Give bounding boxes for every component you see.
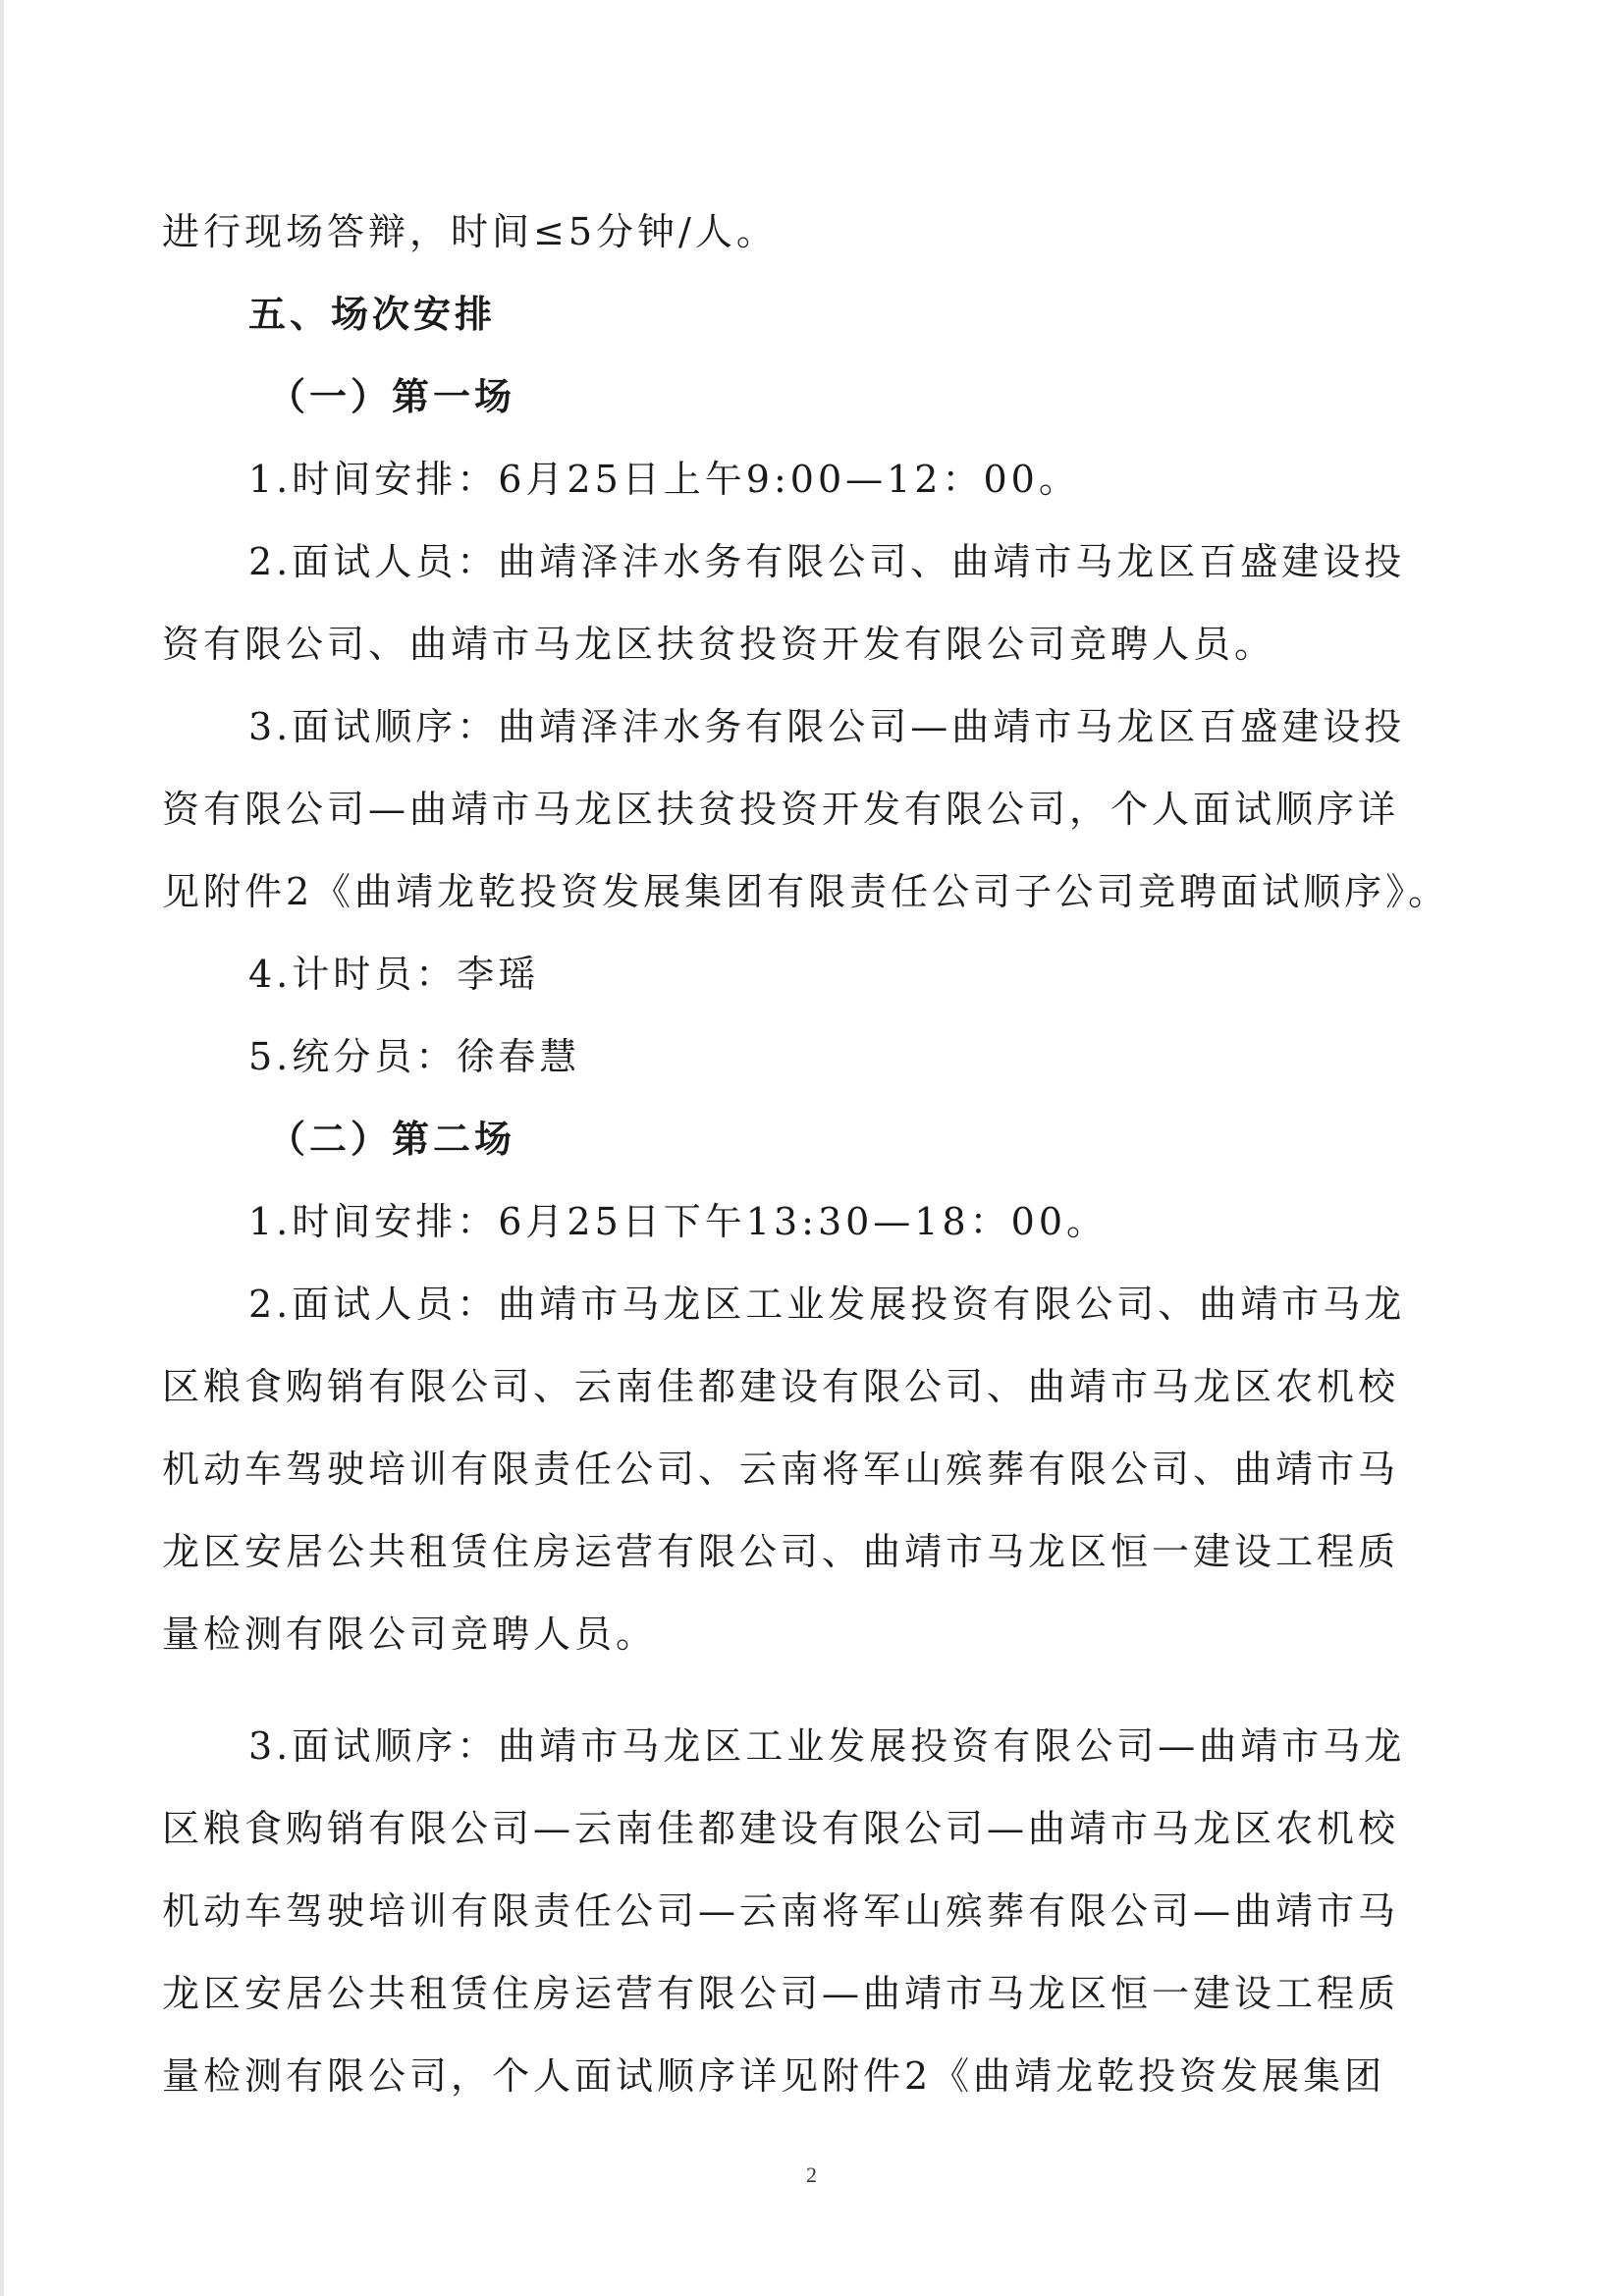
paragraph-line: 4.计时员：李瑶	[248, 953, 540, 996]
paragraph-line: 龙区安居公共租赁住房运营有限公司、曲靖市马龙区恒一建设工程质	[162, 1530, 1400, 1573]
paragraph-line: 量检测有限公司，个人面试顺序详见附件2《曲靖龙乾投资发展集团	[162, 2054, 1386, 2098]
paragraph-line: 资有限公司—曲靖市马龙区扶贫投资开发有限公司，个人面试顺序详	[162, 788, 1400, 831]
paragraph-line: 资有限公司、曲靖市马龙区扶贫投资开发有限公司竞聘人员。	[162, 623, 1276, 666]
paragraph-line: 1.时间安排：6月25日上午9:00—12：00。	[248, 458, 1080, 501]
paragraph-line: 区粮食购销有限公司、云南佳都建设有限公司、曲靖市马龙区农机校	[162, 1365, 1400, 1408]
paragraph-line: 3.面试顺序：曲靖市马龙区工业发展投资有限公司—曲靖市马龙	[248, 1724, 1406, 1768]
paragraph-line: 1.时间安排：6月25日下午13:30—18：00。	[248, 1200, 1109, 1243]
paragraph-line: 区粮食购销有限公司—云南佳都建设有限公司—曲靖市马龙区农机校	[162, 1807, 1400, 1850]
paragraph-line: 进行现场答辩，时间≤5分钟/人。	[162, 210, 778, 253]
paragraph-line: 3.面试顺序：曲靖泽沣水务有限公司—曲靖市马龙区百盛建设投	[248, 705, 1406, 748]
paragraph-line: 2.面试人员：曲靖泽沣水务有限公司、曲靖市马龙区百盛建设投	[248, 540, 1406, 583]
subsection-heading: （二）第二场	[268, 1117, 516, 1161]
paragraph-line: 机动车驾驶培训有限责任公司—云南将军山殡葬有限公司—曲靖市马	[162, 1889, 1400, 1933]
subsection-heading: （一）第一场	[268, 374, 516, 418]
paragraph-line: 机动车驾驶培训有限责任公司、云南将军山殡葬有限公司、曲靖市马	[162, 1448, 1400, 1491]
paragraph-line: 2.面试人员：曲靖市马龙区工业发展投资有限公司、曲靖市马龙	[248, 1283, 1406, 1326]
paragraph-line: 龙区安居公共租赁住房运营有限公司—曲靖市马龙区恒一建设工程质	[162, 1972, 1400, 2015]
paragraph-line: 5.统分员：徐春慧	[248, 1035, 581, 1078]
paragraph-line: 量检测有限公司竞聘人员。	[162, 1613, 658, 1656]
paragraph-line: 见附件2《曲靖龙乾投资发展集团有限责任公司子公司竞聘面试顺序》。	[162, 870, 1450, 913]
page-number: 2	[806, 2162, 817, 2187]
section-heading: 五、场次安排	[248, 293, 497, 336]
page-edge	[0, 0, 4, 2296]
